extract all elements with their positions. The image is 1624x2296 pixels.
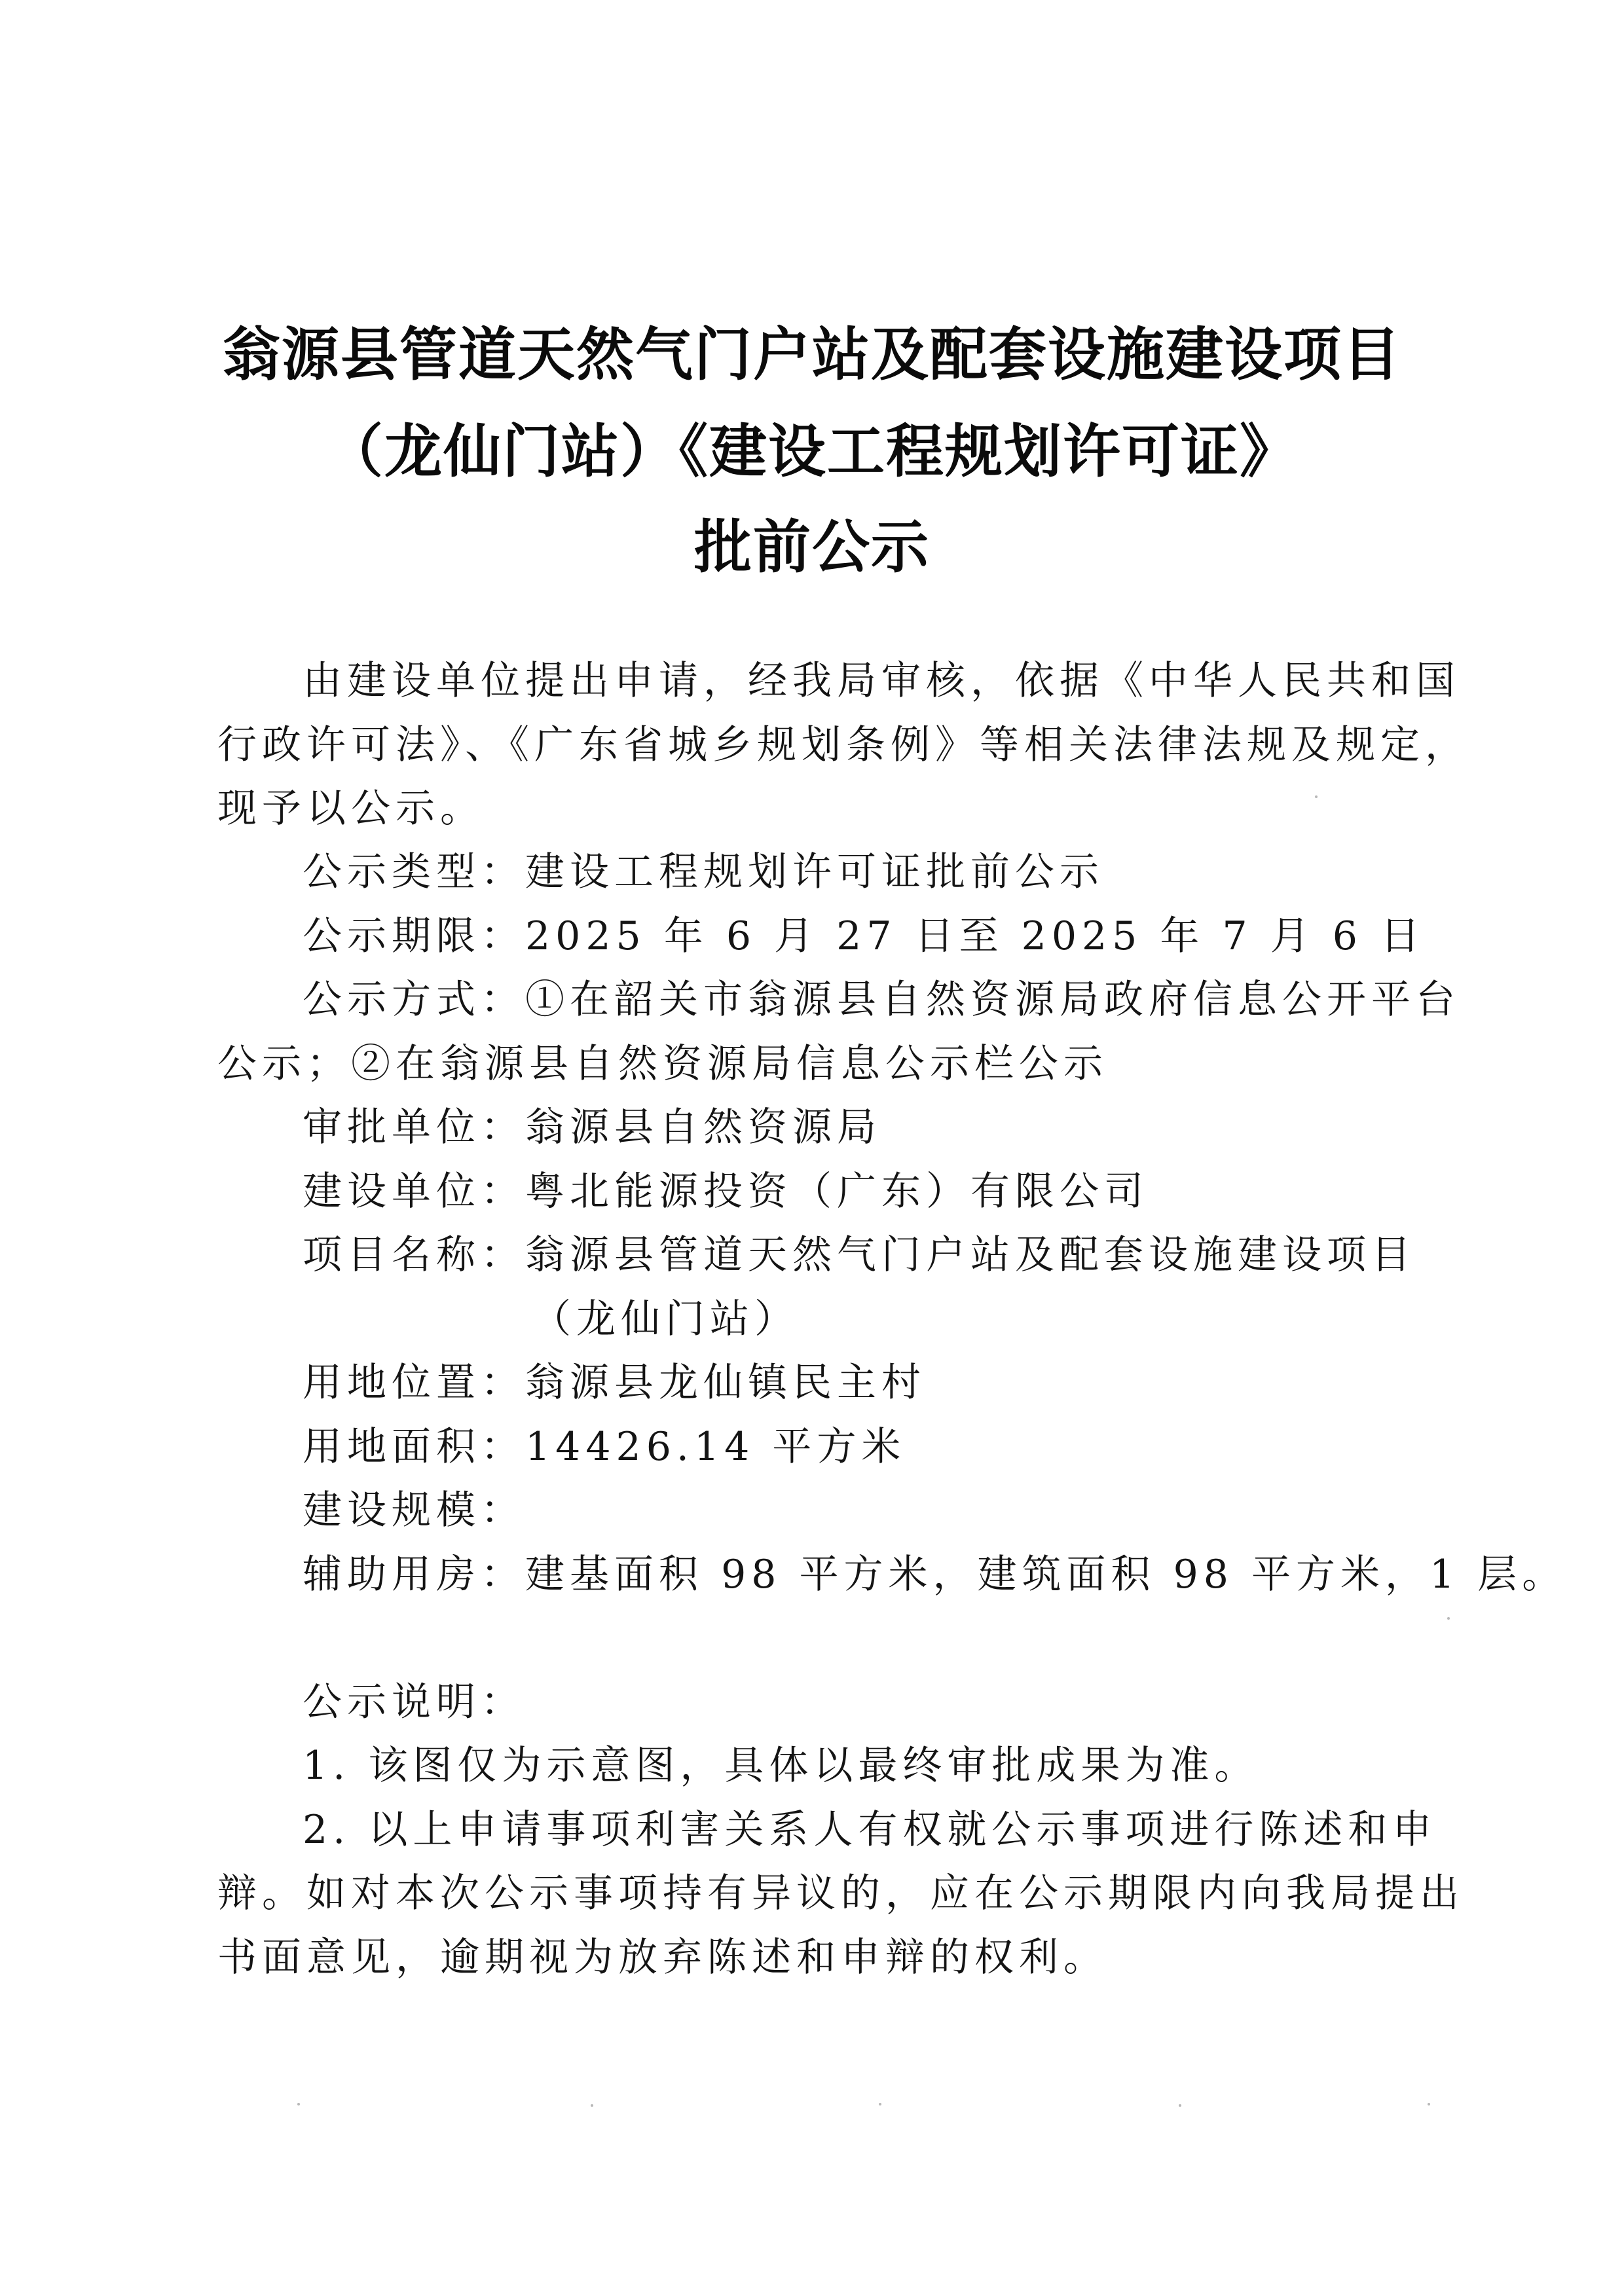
scan-speck <box>879 2103 881 2105</box>
note-1: 1. 该图仅为示意图，具体以最终审批成果为准。 <box>303 1743 1259 1789</box>
auxiliary-building: 辅助用房：建基面积 98 平方米，建筑面积 98 平方米，1 层。 <box>303 1552 1567 1597</box>
note-2-line-1: 2. 以上申请事项利害关系人有权就公示事项进行陈述和申 <box>303 1807 1437 1853</box>
title-line-1: 翁源县管道天然气门户站及配套设施建设项目 <box>222 321 1401 388</box>
scan-speck <box>591 2104 593 2107</box>
notice-type: 公示类型：建设工程规划许可证批前公示 <box>303 849 1104 895</box>
project-name-line-1: 项目名称：翁源县管道天然气门户站及配套设施建设项目 <box>303 1232 1416 1278</box>
title-line-3: 批前公示 <box>693 513 930 581</box>
notice-method-line-2: 公示；②在翁源县自然资源局信息公示栏公示 <box>217 1041 1108 1087</box>
intro-line-1: 由建设单位提出申请，经我局审核，依据《中华人民共和国 <box>303 658 1460 704</box>
land-location: 用地位置：翁源县龙仙镇民主村 <box>303 1360 926 1406</box>
land-area: 用地面积：14426.14 平方米 <box>303 1424 906 1470</box>
intro-line-3: 现予以公示。 <box>217 786 485 831</box>
scan-speck <box>297 2103 300 2105</box>
construction-scale-heading: 建设规模： <box>303 1487 525 1533</box>
scan-speck <box>1428 2103 1430 2105</box>
notice-period: 公示期限：2025 年 6 月 27 日至 2025 年 7 月 6 日 <box>303 913 1426 959</box>
scan-speck <box>1179 2104 1181 2107</box>
notice-method-line-1: 公示方式：①在韶关市翁源县自然资源局政府信息公开平台 <box>303 977 1460 1023</box>
intro-line-2: 行政许可法》、《广东省城乡规划条例》等相关法律法规及规定， <box>217 722 1469 768</box>
scan-speck <box>1447 1617 1450 1620</box>
scan-speck <box>1315 795 1318 798</box>
note-2-line-3: 书面意见，逾期视为放弃陈述和申辩的权利。 <box>217 1935 1108 1980</box>
title-line-2: （龙仙门站）《建设工程规划许可证》 <box>325 418 1299 485</box>
note-2-line-2: 辩。如对本次公示事项持有异议的，应在公示期限内向我局提出 <box>217 1870 1464 1916</box>
notes-heading: 公示说明： <box>303 1679 525 1725</box>
approving-unit: 审批单位：翁源县自然资源局 <box>303 1104 881 1150</box>
project-name-line-2: （龙仙门站） <box>532 1296 799 1342</box>
construction-unit: 建设单位：粤北能源投资（广东）有限公司 <box>303 1169 1149 1214</box>
